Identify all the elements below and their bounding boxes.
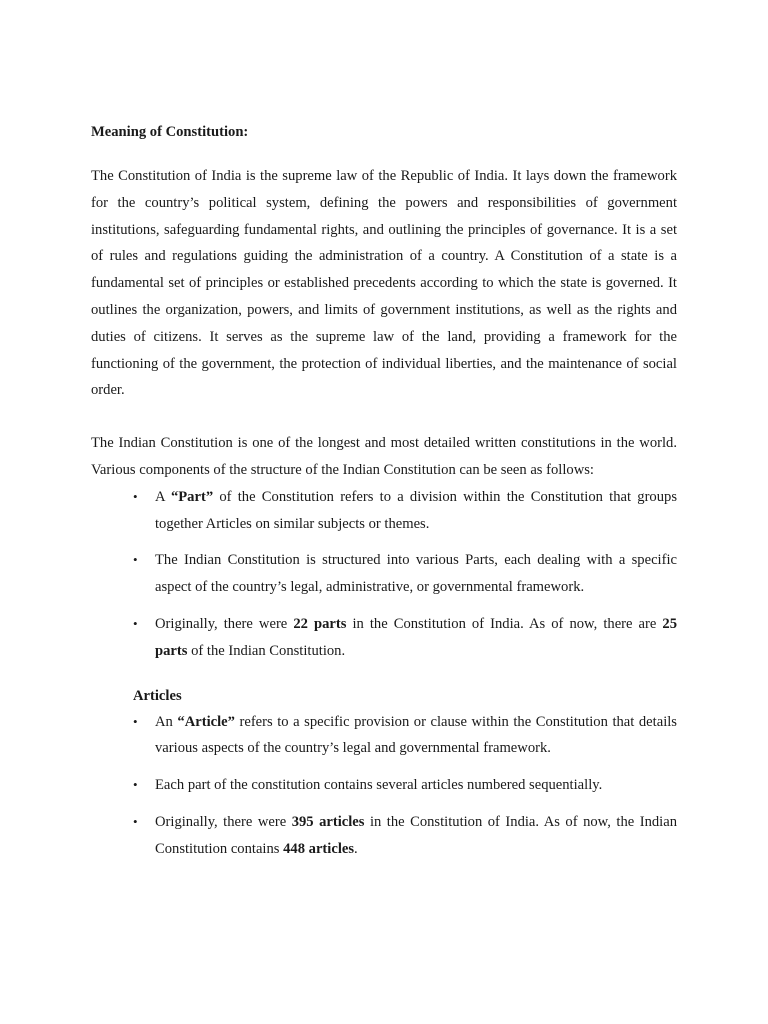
bullet-text: . [354, 840, 358, 857]
articles-heading: Articles [133, 687, 182, 704]
list-item [133, 611, 677, 665]
list-item [133, 772, 677, 799]
bullet-icon: • [133, 488, 138, 504]
bullet-icon: • [133, 713, 138, 729]
bullet-text: Originally, there were [155, 615, 294, 632]
bullet-text: in the Constitution of India. As of now, there are [346, 615, 663, 632]
section-heading: Meaning of Constitution: [91, 124, 249, 140]
bullet-icon: • [133, 615, 138, 631]
bullet-icon: • [133, 777, 138, 793]
articles-bullet-list [91, 709, 677, 863]
bullet-text: of the Constitution refers to a division within the Constitution that groups together Articles on similar subjects or themes. [155, 488, 677, 532]
bold-term: 448 articles [283, 840, 355, 857]
parts-bullet-list [91, 484, 677, 665]
bullet-text: The Indian Constitution is structured into various Parts, each dealing with a specific aspect of the country’s legal, administrative, or governmental framework. [155, 552, 677, 596]
bullet-text: of the Indian Constitution. [187, 642, 346, 659]
bullet-icon: • [133, 552, 138, 568]
bullet-icon: • [133, 813, 138, 829]
bullet-text: refers to a specific provision or clause within the Constitution that details various aspects of the country’s legal and governmental framework. [155, 713, 677, 757]
bullet-text: in the Constitution of India. As of now, the Indian Constitution contains [155, 813, 678, 857]
bullet-text: Each part of the constitution contains several articles numbered sequentially. [155, 777, 603, 794]
paragraph-structure-intro: The Indian Constitution is one of the longest and most detailed written constitutions in the world. Various components of the structure of the Indian Constitution can be seen as follows: [91, 435, 677, 478]
bullet-text: Originally, there were [155, 813, 292, 830]
bold-term: “Article” [177, 713, 235, 730]
bold-term: “Part” [170, 488, 214, 505]
bold-term: 22 parts [293, 615, 347, 632]
document-page [91, 119, 677, 863]
paragraph-meaning: The Constitution of India is the supreme law of the Republic of India. It lays down the framework for the country’s political system, defining the powers and responsibilities of government institutions, safeguarding fundamental rights, and outlining the principles of governance. It is a set of rules and regulations guiding the administration of a country. A Constitution of a state is a fundamental set of principles or established precedents according to which the state is governed. It outlines the organization, powers, and limits of government institutions, as well as the rights and duties of citizens. It serves as the supreme law of the land, providing a framework for the functioning of the government, the protection of individual liberties, and the maintenance of social order. [91, 168, 677, 399]
bold-term: 395 articles [291, 813, 365, 830]
bullet-text: A [155, 488, 171, 505]
list-item [133, 709, 677, 763]
bullet-text: An [155, 713, 178, 730]
bold-term: 25 parts [155, 615, 677, 659]
list-item [133, 547, 677, 601]
list-item [133, 809, 678, 863]
list-item [133, 484, 677, 538]
